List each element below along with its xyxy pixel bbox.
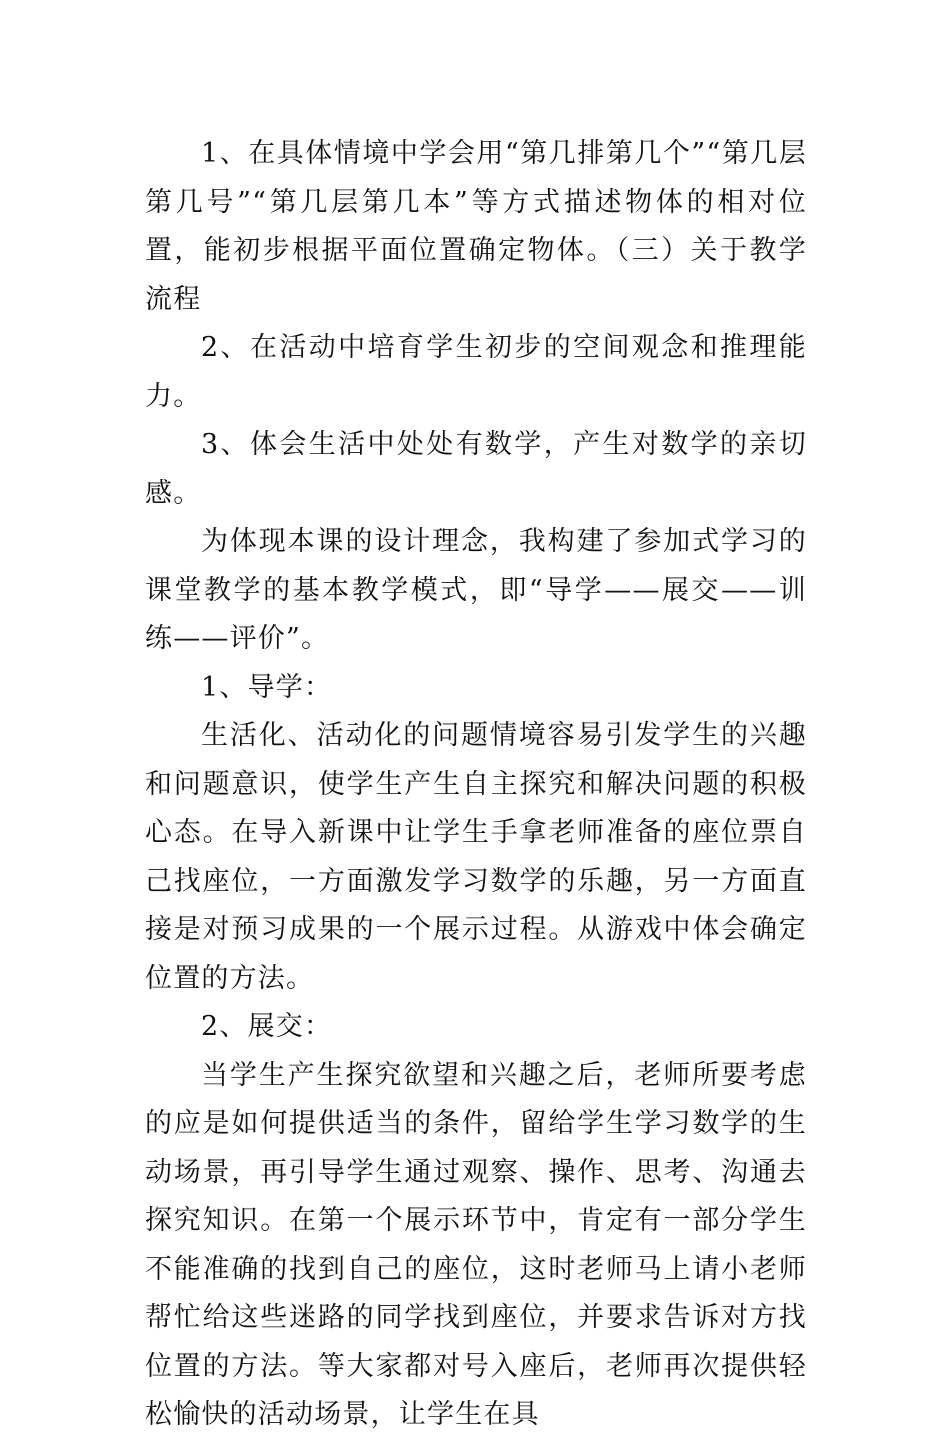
paragraph-heading-guided-learning: 1、导学： bbox=[201, 671, 333, 703]
paragraph-objective-1: 1、在具体情境中学会用“第几排第几个”“第几层第几号”“第几层第几本”等方式描述物体的相对位置，能初步根据平面位置确定物体。（三）关于教学流程 bbox=[145, 138, 807, 315]
paragraph-teaching-model: 为体现本课的设计理念，我构建了参加式学习的课堂教学的基本教学模式，即“导学——展交——训练——评价”。 bbox=[145, 526, 807, 654]
document-body bbox=[145, 130, 807, 1440]
paragraph-objective-2: 2、在活动中培育学生初步的空间观念和推理能力。 bbox=[145, 332, 807, 412]
paragraph-objective-3: 3、体会生活中处处有数学，产生对数学的亲切感。 bbox=[145, 429, 807, 509]
paragraph-heading-presentation: 2、展交： bbox=[201, 1011, 333, 1042]
paragraph-presentation: 当学生产生探究欲望和兴趣之后，老师所要考虑的应是如何提供适当的条件，留给学生学习数学的生动场景，再引导学生通过观察、操作、思考、沟通去探究知识。在第一个展示环节中，肯定有一部分学生不能准确的找到自己的座位，这时老师马上请小老师帮忙给这些迷路的同学找到座位，并要求告诉对方找位置的方法。等大家都对号入座后，老师再次提供轻松愉快的活动场景，让学生在具 bbox=[145, 1059, 807, 1430]
paragraph-guided-learning: 生活化、活动化的问题情境容易引发学生的兴趣和问题意识，使学生产生自主探究和解决问题的积极心态。在导入新课中让学生手拿老师准备的座位票自己找座位，一方面激发学习数学的乐趣，另一方面直接是对预习成果的一个展示过程。从游戏中体会确定位置的方法。 bbox=[145, 720, 807, 994]
